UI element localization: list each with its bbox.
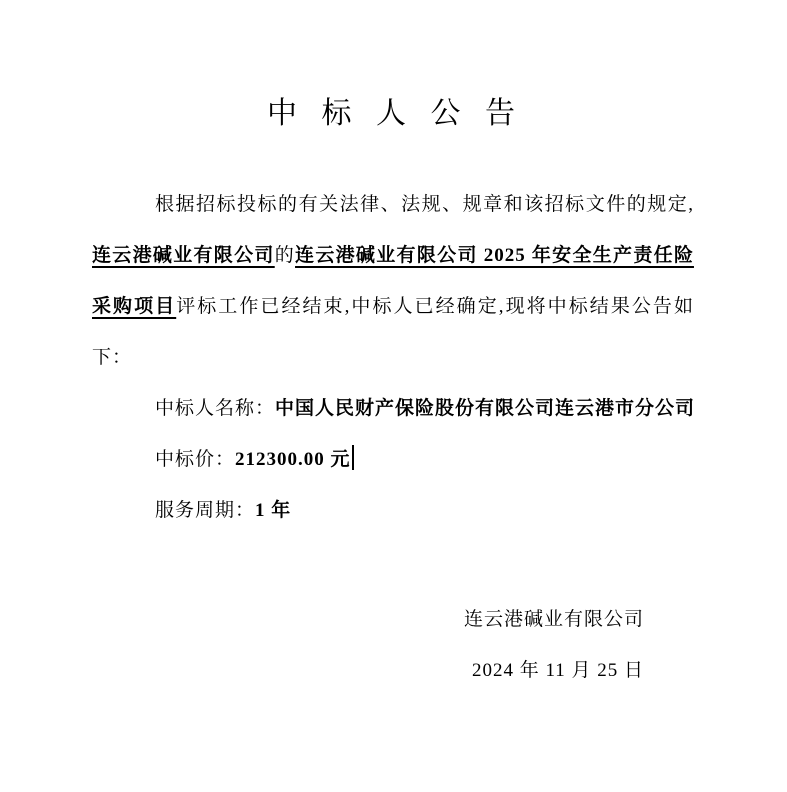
winner-name-label: 中标人名称： xyxy=(155,398,276,419)
winner-name-value: 中国人民财产保险股份有限公司连云港市分公司 xyxy=(275,398,696,419)
bid-price-label: 中标价： xyxy=(155,449,236,470)
project-name: 连云港碱业有限公司 2025 年安全生产责任险采购项目 xyxy=(92,245,694,317)
service-period-value: 1 年 xyxy=(255,500,292,521)
paragraph-intro-text: 根据招标投标的有关法律、法规、规章和该招标文件的规定, xyxy=(155,194,694,215)
bid-price-value: 212300.00 元 xyxy=(235,449,351,470)
bid-price-row xyxy=(92,434,694,485)
service-period-row xyxy=(92,485,694,536)
service-period-label: 服务周期： xyxy=(155,500,256,521)
text-cursor xyxy=(352,445,354,470)
announcement-title: 中 标 人 公 告 xyxy=(267,97,519,130)
paragraph-closing-text: 评标工作已经结束,中标人已经确定,现将中标结果公告如下： xyxy=(92,296,694,368)
winner-name-row xyxy=(92,383,694,434)
possessive-particle: 的 xyxy=(274,245,296,266)
body-paragraph xyxy=(92,179,694,383)
tenderer-name: 连云港碱业有限公司 xyxy=(92,245,275,266)
signature-date: 2024 年 11 月 25 日 xyxy=(471,660,644,681)
signature-block xyxy=(92,594,694,696)
signature-company: 连云港碱业有限公司 xyxy=(463,609,644,630)
